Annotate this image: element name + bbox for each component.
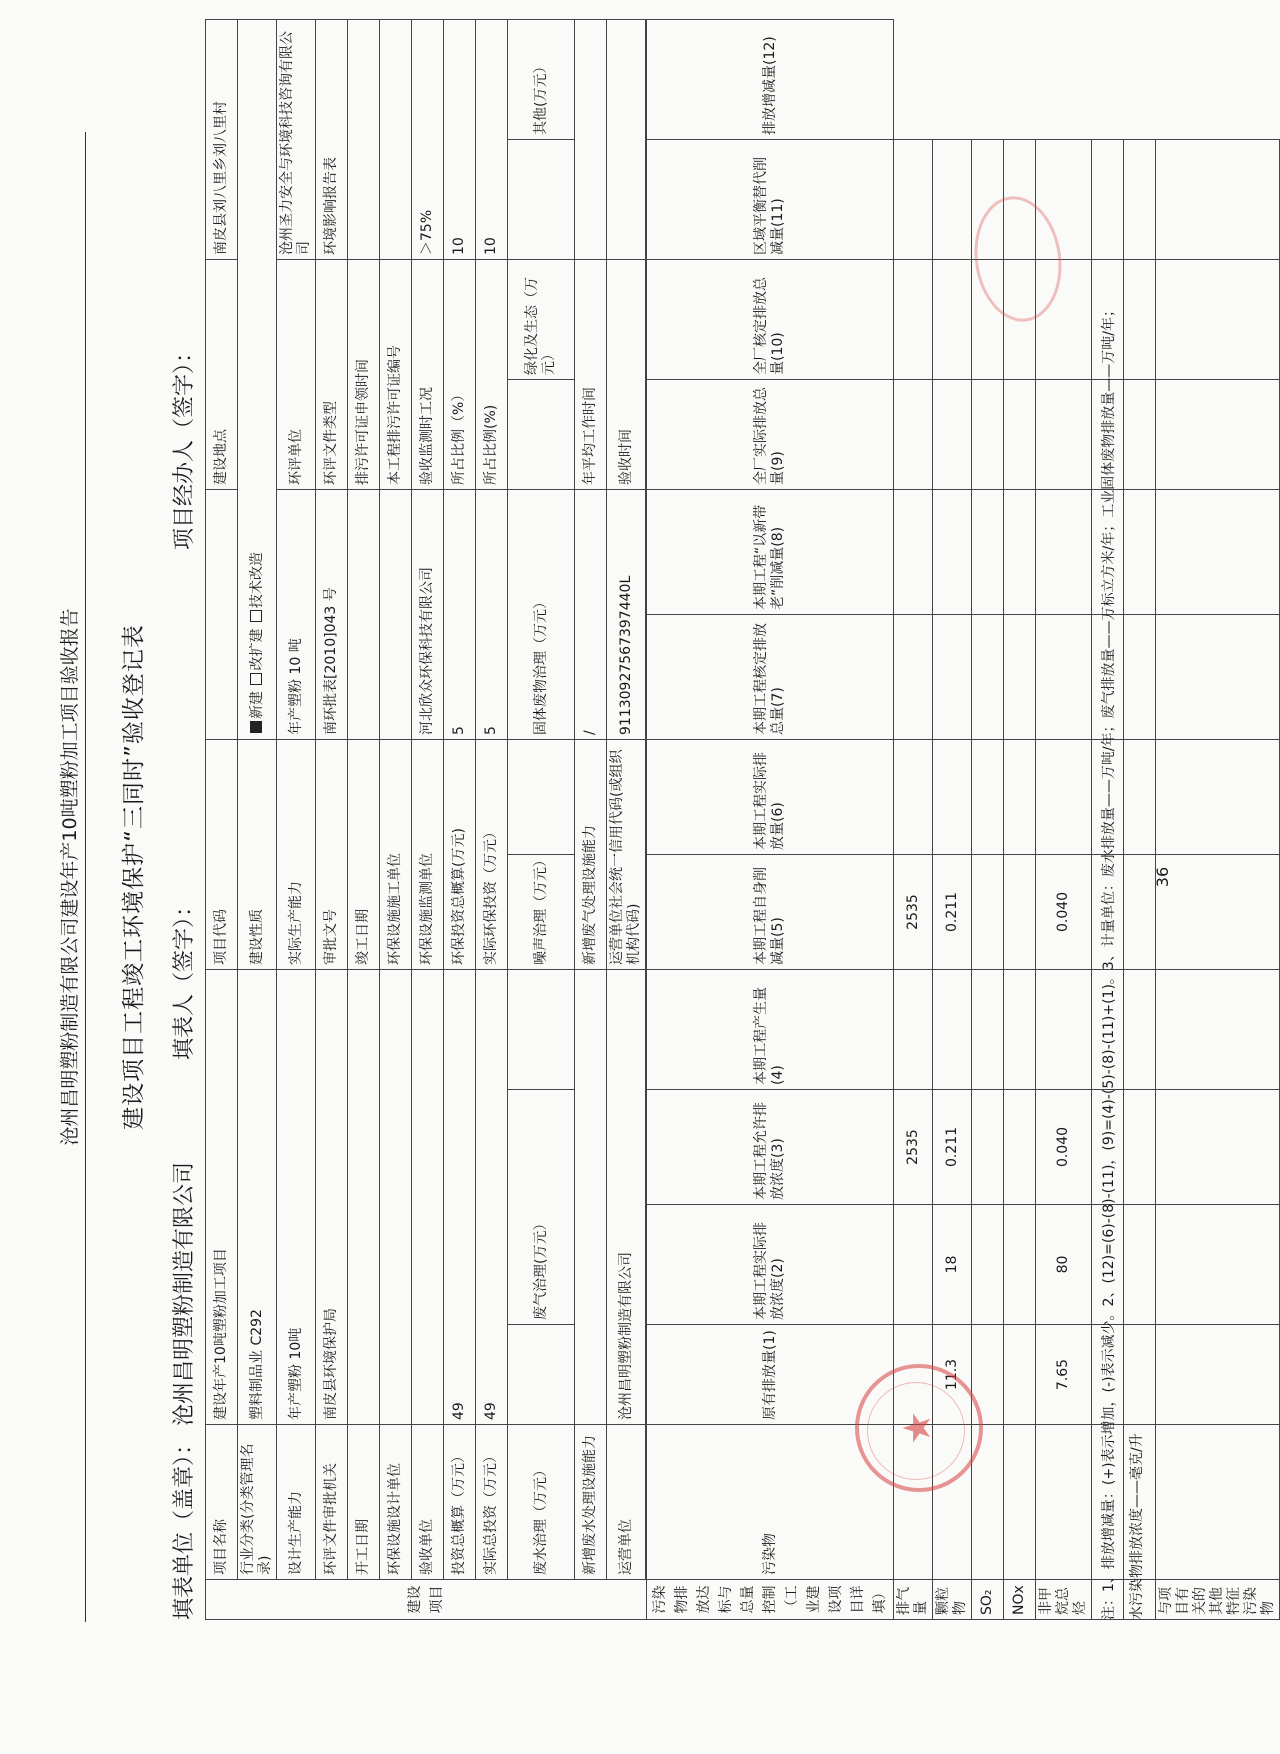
pollutant-value: 18: [933, 1205, 972, 1325]
pollutant-value: [1004, 489, 1036, 614]
pollutant-value: 0.040: [1036, 854, 1092, 969]
running-header: 沧州昌明塑粉制造有限公司建设年产10吨塑粉加工项目验收报告: [59, 608, 81, 1146]
pollutant-value: [1156, 1325, 1280, 1425]
label-actual-env-invest: 实际环保投资（万元）: [476, 739, 508, 969]
pollutant-value: [1036, 614, 1092, 739]
value-eia-approver: 南皮县环境保护局: [316, 969, 348, 1424]
label-actual-invest: 实际总投资（万元）: [476, 1425, 508, 1580]
label-project-code: 项目代码: [206, 739, 238, 969]
pollutant-value: 2535: [894, 854, 933, 969]
checkbox-tech[interactable]: [250, 610, 262, 622]
label-eia-unit: 环评单位: [277, 259, 316, 489]
pollutant-value: [1156, 969, 1280, 1089]
value-env-invest-total: 5: [444, 489, 476, 739]
pollutant-value: [1004, 1205, 1036, 1325]
pollution-header: 本期工程实际排放浓度(2): [647, 1205, 894, 1325]
pollutant-value: [972, 1090, 1004, 1205]
pollutant-value: [972, 854, 1004, 969]
value-work-time: [575, 19, 607, 259]
label-permit-no: 本工程排污许可证编号: [380, 259, 412, 489]
pollutant-name: 与项目有关的其他特征污染物: [1156, 1580, 1280, 1620]
pollutant-value: 0.211: [933, 1090, 972, 1205]
pollutant-value: [1004, 379, 1036, 489]
value-water: [508, 1325, 575, 1425]
checkbox-new[interactable]: [250, 721, 262, 733]
label-other: 其他(万元）: [508, 19, 575, 139]
label-ratio1: 所占比例（%）: [444, 259, 476, 489]
value-acceptance-time: [607, 19, 646, 259]
pollutant-name: 非甲烷总烃: [1036, 1580, 1092, 1620]
value-gas: [508, 969, 575, 1089]
label-monitor-unit: 环保设施监测单位: [412, 739, 444, 969]
pollution-header: 污染物: [647, 1425, 894, 1580]
pollutant-value: [894, 614, 933, 739]
seal-star-icon: ★: [895, 1410, 939, 1446]
label-location: 建设地点: [206, 259, 238, 489]
pollutant-value: [1156, 614, 1280, 739]
value-actual-cap: 年产塑粉 10 吨: [277, 489, 316, 739]
pollutant-value: [933, 614, 972, 739]
pollution-side-label: 污染物排放达标与总量控制（工业建设项目详填）: [647, 1580, 894, 1620]
label-permit-time: 排污许可证申领时间: [348, 259, 380, 489]
pollutant-name: 排气量: [894, 1580, 933, 1620]
fill-unit-label: 填表单位（盖章）：: [172, 1432, 197, 1620]
label-env-invest-total: 环保投资总概算(万元): [444, 739, 476, 969]
pollutant-value: [894, 139, 933, 259]
pollution-header: 排放增减量(12): [647, 19, 894, 139]
pollution-header: 全厂核定排放总量(10): [647, 259, 894, 379]
pollutant-value: [1156, 739, 1280, 854]
value-monitor-cond: ＞75%: [412, 19, 444, 259]
pollution-header: 区域平衡替代削减量(11): [647, 139, 894, 259]
value-actual-env-invest: 5: [476, 489, 508, 739]
pollutant-value: [1156, 1090, 1280, 1205]
label-facility-design: 环保设施设计单位: [380, 1425, 412, 1580]
pollutant-value: 0.211: [933, 854, 972, 969]
value-green: [508, 139, 575, 259]
pollutant-value: [1036, 489, 1092, 614]
value-eia-type: 环境影响报告表: [316, 19, 348, 259]
value-project-code: [206, 489, 238, 739]
nature-expand: 改扩建: [248, 628, 265, 671]
value-project-name: 建设年产10吨塑粉加工项目: [206, 969, 238, 1424]
pollution-header: 全厂实际排放总量(9): [647, 379, 894, 489]
value-invest-total: 49: [444, 969, 476, 1424]
value-facility-build: [380, 489, 412, 739]
label-operator: 运营单位: [607, 1425, 646, 1580]
pollutant-value: [894, 739, 933, 854]
value-facility-design: [380, 969, 412, 1424]
label-solid: 固体废物治理（万元）: [508, 489, 575, 739]
pollutant-value: [972, 1205, 1004, 1325]
value-eia-unit: 沧州圣力安全与环境科技咨询有限公司: [277, 19, 316, 259]
note-line-2: 水污染物排放浓度——毫克/升: [1129, 1433, 1145, 1620]
pollutant-value: [894, 379, 933, 489]
label-acceptance-unit: 验收单位: [412, 1425, 444, 1580]
label-new-gas: 新增废气处理设施能力: [575, 739, 607, 969]
pollutant-value: [1156, 1425, 1280, 1580]
pollutant-value: [1004, 739, 1036, 854]
value-permit-time: [348, 19, 380, 259]
pollutant-value: [1004, 1425, 1036, 1580]
filler-label: 填表人（签字）：: [172, 894, 197, 1060]
pollutant-value: [1156, 379, 1280, 489]
label-acceptance-time: 验收时间: [607, 259, 646, 489]
pollution-header: 本期工程实际排放量(6): [647, 739, 894, 854]
pollutant-name: NOx: [1004, 1580, 1036, 1620]
note-line-1: 注：1、排放增减量：(+)表示增加，(-)表示减少。2、(12)=(6)-(8)-(11)，(9)=(4)-(5)-(8)-(11)+(1)。3、计量单位：废水排放量——万吨/年；废气排放量——万标立方米/年；工业固体废物排放量——万吨/年；: [1101, 303, 1117, 1620]
pollutant-value: 80: [1036, 1205, 1092, 1325]
pollutant-value: [933, 489, 972, 614]
pollutant-value: [933, 259, 972, 379]
value-permit-no: [380, 19, 412, 259]
pollutant-value: [894, 259, 933, 379]
pollutant-name: SO₂: [972, 1580, 1004, 1620]
label-facility-build: 环保设施施工单位: [380, 739, 412, 969]
pollutant-value: 11.3: [933, 1325, 972, 1425]
pollutant-value: [1156, 259, 1280, 379]
value-new-water: [575, 969, 607, 1424]
value-finish-date: [348, 489, 380, 739]
value-ratio1: 10: [444, 19, 476, 259]
pollution-header: 本期工程允许排放浓度(3): [647, 1090, 894, 1205]
label-green: 绿化及生态（万元）: [508, 259, 575, 379]
label-project-name: 项目名称: [206, 1425, 238, 1580]
nature-new: 新建: [248, 690, 265, 719]
value-credit-code: 91130927567397440L: [607, 489, 646, 739]
pollutant-value: [1004, 854, 1036, 969]
label-design-cap: 设计生产能力: [277, 1425, 316, 1580]
checkbox-expand[interactable]: [250, 673, 262, 685]
value-ratio2: 10: [476, 19, 508, 259]
value-location: 南皮县刘八里乡刘八里村: [206, 19, 238, 259]
pollutant-value: [1036, 379, 1092, 489]
pollutant-name: 颗粒物: [933, 1580, 972, 1620]
value-solid: [508, 379, 575, 489]
pollutant-value: [972, 739, 1004, 854]
page-number: 36: [1153, 866, 1172, 888]
label-credit-code: 运营单位社会统一信用代码(或组织机构代码): [607, 739, 646, 969]
pollutant-value: [1004, 1090, 1036, 1205]
pollutant-value: [1156, 1205, 1280, 1325]
pollutant-value: [1004, 1325, 1036, 1425]
pollutant-value: [933, 379, 972, 489]
value-design-cap: 年产塑粉 10吨: [277, 969, 316, 1424]
label-actual-cap: 实际生产能力: [277, 739, 316, 969]
pollutant-value: [972, 969, 1004, 1089]
value-monitor-unit: 河北欣众环保科技有限公司: [412, 489, 444, 739]
value-acceptance-unit: [412, 969, 444, 1424]
pollutant-value: [1156, 854, 1280, 969]
pollutant-value: [933, 139, 972, 259]
label-invest-total: 投资总概算（万元）: [444, 1425, 476, 1580]
label-noise: 噪声治理（万元）: [508, 854, 575, 969]
pollutant-value: [1156, 489, 1280, 614]
label-water: 废水治理（万元）: [508, 1425, 575, 1580]
pollutant-value: [894, 1205, 933, 1325]
label-nature: 建设性质: [238, 739, 277, 969]
label-new-water: 新增废水处理设施能力: [575, 1425, 607, 1580]
nature-tech: 技术改造: [248, 552, 265, 609]
pollutant-value: [1036, 739, 1092, 854]
label-approval-no: 审批文号: [316, 739, 348, 969]
value-new-gas: /: [575, 489, 607, 739]
label-finish-date: 竣工日期: [348, 739, 380, 969]
handler-label: 项目经办人（签字）：: [172, 340, 197, 550]
pollutant-value: 2535: [894, 1090, 933, 1205]
pollution-header: 本期工程核定排放总量(7): [647, 614, 894, 739]
pollutant-value: [1156, 139, 1280, 259]
pollutant-value: [1004, 614, 1036, 739]
value-noise: [508, 739, 575, 854]
pollutant-value: 7.65: [1036, 1325, 1092, 1425]
company-seal: [855, 1364, 983, 1492]
pollution-header: 本期工程自身削减量(5): [647, 854, 894, 969]
pollutant-row: [1156, 19, 1280, 1619]
value-industry: 塑料制品业 C292: [238, 969, 277, 1424]
rotated-page: [55, 30, 1276, 1682]
label-industry: 行业分类(分类管理名录): [238, 1425, 277, 1580]
pollution-header: 本期工程“以新带老”削减量(8): [647, 489, 894, 614]
label-ratio2: 所占比例(%): [476, 259, 508, 489]
pollutant-value: [933, 739, 972, 854]
pollution-header: 原有排放量(1): [647, 1325, 894, 1425]
form-title: 建设项目工程竣工环境保护“三同时”验收登记表: [121, 624, 147, 1130]
value-actual-invest: 49: [476, 969, 508, 1424]
pollutant-value: 0.040: [1036, 1090, 1092, 1205]
pollutant-value: [972, 614, 1004, 739]
value-operator: 沧州昌明塑粉制造有限公司: [607, 969, 646, 1424]
value-start-date: [348, 969, 380, 1424]
value-nature: [238, 19, 277, 739]
value-approval-no: 南环批表[2010]043 号: [316, 489, 348, 739]
pollutant-value: [894, 969, 933, 1089]
pollutant-value: [1036, 1425, 1092, 1580]
notes: [1095, 92, 1151, 1620]
pollutant-value: [1036, 969, 1092, 1089]
pollutant-value: [972, 379, 1004, 489]
header-rule: [85, 132, 86, 1622]
section-label: 建设项目: [206, 1580, 647, 1620]
fill-unit-value: 沧州昌明塑粉制造有限公司: [172, 1161, 197, 1426]
pollutant-value: [933, 969, 972, 1089]
label-gas: 废气治理(万元）: [508, 1090, 575, 1325]
label-monitor-cond: 验收监测时工况: [412, 259, 444, 489]
label-work-time: 年平均工作时间: [575, 259, 607, 489]
pollutant-value: [1004, 969, 1036, 1089]
label-eia-approver: 环评文件审批机关: [316, 1425, 348, 1580]
fill-info-row: [167, 102, 198, 1620]
label-eia-type: 环评文件类型: [316, 259, 348, 489]
pollution-header: 本期工程产生量(4): [647, 969, 894, 1089]
pollutant-value: [972, 489, 1004, 614]
label-start-date: 开工日期: [348, 1425, 380, 1580]
pollutant-value: [894, 489, 933, 614]
